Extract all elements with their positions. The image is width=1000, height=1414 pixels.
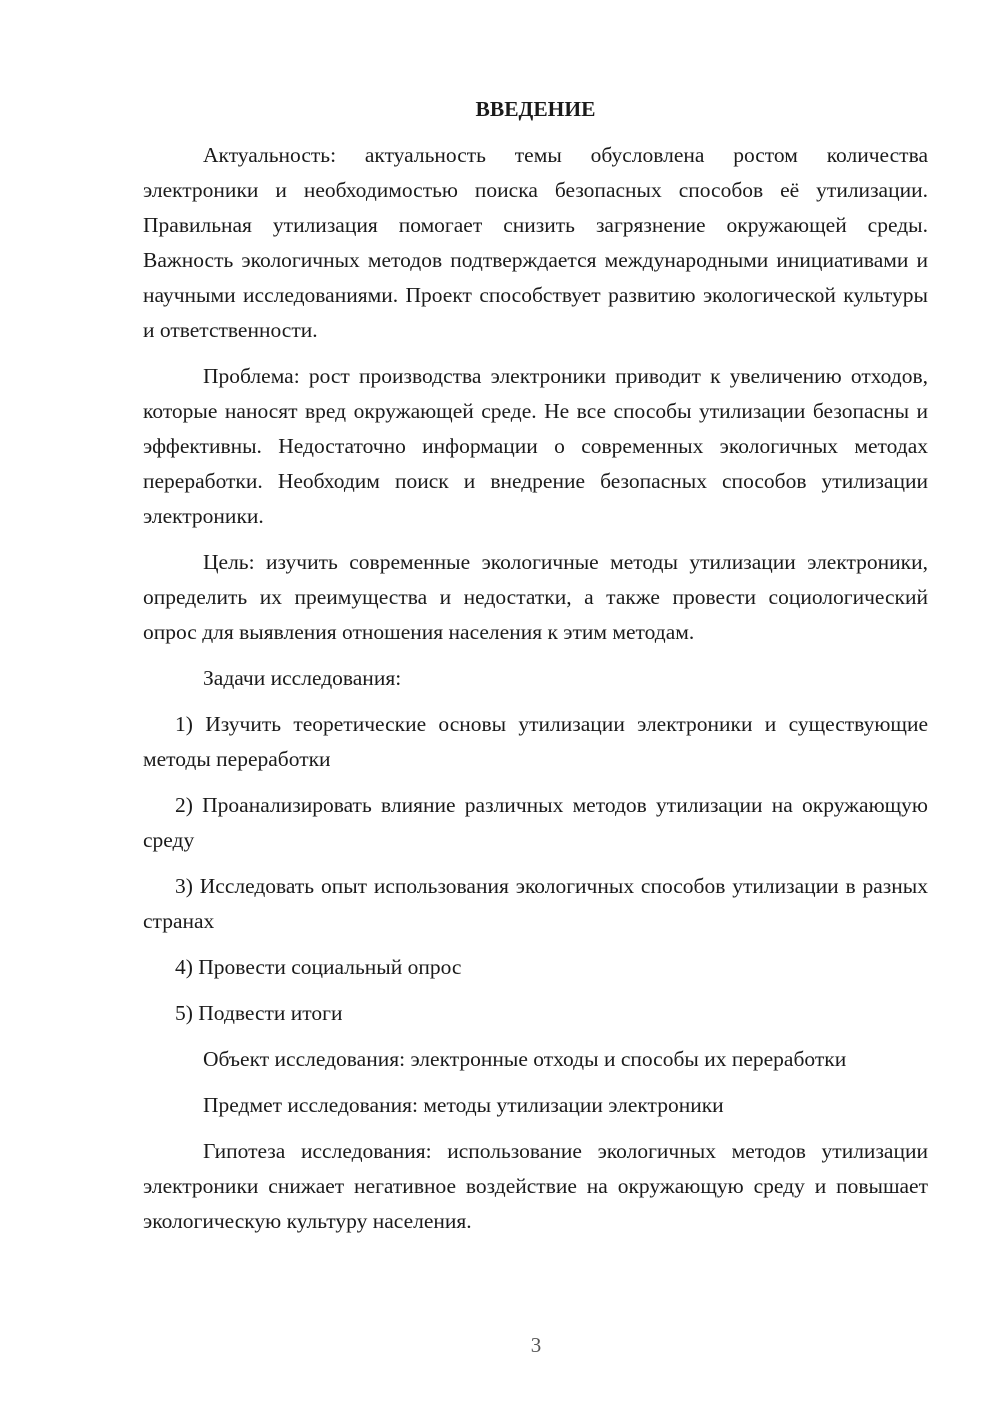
- task-item-5: 5) Подвести итоги: [175, 1001, 343, 1025]
- task-item-1: 1) Изучить теоретические основы утилизации электроники и существующие методы переработки: [143, 712, 928, 771]
- paragraph-relevance: Актуальность: актуальность темы обусловлена ростом количества электроники и необходимостью поиска безопасных способов её утилизации. Правильная утилизация помогает снизить загрязнение окружающей среды. Важность экологичных методов подтверждается международными инициативами и научными исследованиями. Проект способствует развитию экологической культуры и ответственности.: [143, 143, 928, 342]
- paragraph-subject: Предмет исследования: методы утилизации электроники: [203, 1093, 724, 1117]
- paragraph-object: Объект исследования: электронные отходы и способы их переработки: [203, 1047, 847, 1071]
- task-item-4: 4) Провести социальный опрос: [175, 955, 462, 979]
- paragraph-hypothesis: Гипотеза исследования: использование экологичных методов утилизации электроники снижает негативное воздействие на окружающую среду и повышает экологическую культуру населения.: [143, 1139, 928, 1233]
- page-number: 3: [530, 1333, 542, 1357]
- tasks-heading: Задачи исследования:: [203, 666, 402, 690]
- paragraph-problem: Проблема: рост производства электроники приводит к увеличению отходов, которые наносят вред окружающей среде. Не все способы утилизации безопасны и эффективны. Недостаточно информации о современных экологичных методах переработки. Необходим поиск и внедрение безопасных способов утилизации электроники.: [143, 364, 928, 528]
- task-item-2: 2) Проанализировать влияние различных методов утилизации на окружающую среду: [143, 793, 928, 852]
- document-page: [143, 90, 928, 1250]
- task-item-3: 3) Исследовать опыт использования экологичных способов утилизации в разных странах: [143, 874, 928, 933]
- paragraph-goal: Цель: изучить современные экологичные методы утилизации электроники, определить их преимущества и недостатки, а также провести социологический опрос для выявления отношения населения к этим методам.: [143, 550, 928, 644]
- section-heading: ВВЕДЕНИЕ: [475, 97, 596, 121]
